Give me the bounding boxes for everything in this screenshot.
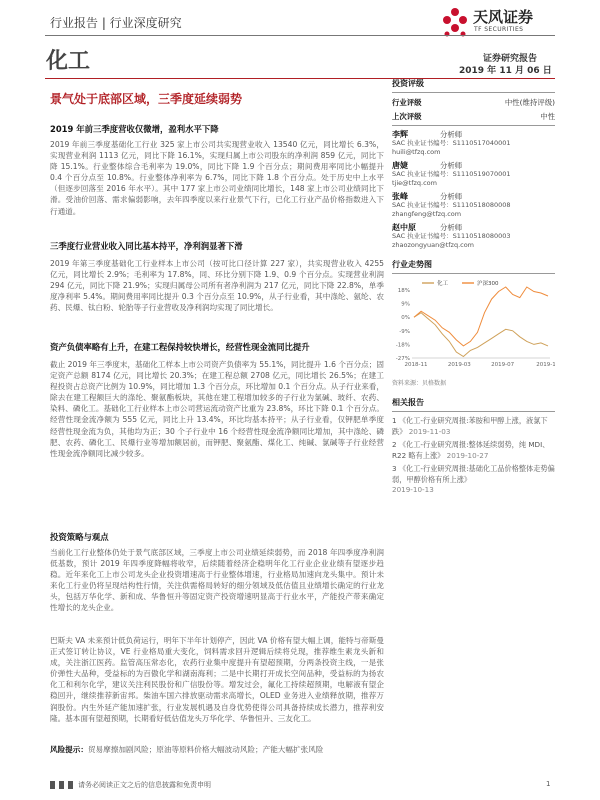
section-heading: 三季度行业营业收入同比基本持平，净利润显著下滑 [50, 241, 243, 251]
headline: 景气处于底部区域，三季度延续弱势 [50, 92, 243, 106]
analyst-license: SAC 执业证书编号：S1110519070001 [392, 170, 511, 178]
related-report-date: 2019-11-03 [408, 426, 451, 436]
footer-disclaimer: 请务必阅读正文之后的信息披露和免责申明 [78, 781, 211, 789]
related-divider [392, 411, 555, 412]
rating-value: 中性(维持评级) [504, 98, 555, 107]
logo-name-en: TF SECURITIES [474, 26, 524, 33]
header-divider [45, 35, 555, 36]
analyst-email[interactable]: zhangfeng@tfzq.com [392, 210, 462, 218]
legend-label: 化工 [437, 281, 449, 287]
analyst-license: SAC 执业证书编号：S1110517040001 [392, 139, 511, 147]
analyst-license: SAC 执业证书编号：S1110518080003 [392, 232, 511, 240]
analyst-card [392, 130, 555, 157]
section-paragraph: 截止 2019 年三季度末，基础化工样本上市公司资产负债率为 55.1%，同比提升 1.6 个百分点；固定资产总额 8174 亿元，同比增长 20.3%；在建工程总额 2708 亿元，同比增长 26.5%；在建工程投资占总资产比例为 10.9%，同比增加 1.3 个百分点，环比增加 0.1 个百分点。从子行业来看，除去在建工程额巨大的涤纶、聚氨酯板块，其他在建工程增加较多的子行业为氯碱、玻纤、农药、染料、磷化工。基础化工行业样本上市公司营运流动资产比重为 23.8%，环比下降 0.1 个百分点。经营性现金流净额为 555 亿元，同比上升 13.4%，环比均基本持平；从子行业看，仅钾肥单季度经营性现金流为负，其他均为正；30 个子行业中 16 个经营性现金流净额同比增加，其中涤纶、磷肥、农药、磷化工、民爆行业等增加额居前，而钾肥、聚氨酯、煤化工、纯碱、氯碱等子行业经营性现金流净额同比减少较多。 [50, 360, 384, 458]
y-tick-label: 18% [397, 288, 410, 294]
section-paragraph: 2019 年第三季度基础化工行业样本上市公司（按可比口径计算 227 家），共实现营业收入 4255 亿元，同比增长 2.9%；毛利率为 17.8%，同、环比分别下降 1.9、0.9 个百分点。实现营业利润 294 亿元，同比下降 21.9%；实现归属母公司所有者净利润为 217 亿元，同比下降 22.8%，单季度净利率 5.4%。期间费用率同比提升 0.3 个百分点至 10.9%，从子行业看，其中涤纶、氨纶、农药、民爆、钛白粉、轮胎等子行业营收及净利润均实现了同比增长。 [50, 259, 384, 313]
risk-notice [50, 744, 384, 755]
report-type: 证券研究报告 [483, 54, 538, 64]
rating-label: 上次评级 [392, 112, 422, 121]
rating-divider [392, 92, 555, 93]
analyst-email[interactable]: huili@tfzq.com [392, 148, 441, 156]
footer-icon [50, 781, 74, 789]
y-tick-label: -9% [399, 328, 410, 335]
analyst-title: 分析师 [440, 130, 463, 139]
rating-label: 行业评级 [392, 98, 422, 107]
x-tick-label: 2019-1 [536, 362, 555, 368]
company-logo [441, 5, 553, 39]
related-report[interactable] [392, 464, 555, 496]
risk-heading: 风险提示： [50, 745, 88, 754]
analyst-title: 分析师 [440, 161, 463, 170]
y-tick-label: -18% [395, 342, 410, 349]
analyst-title: 分析师 [440, 192, 463, 201]
chart-source: 资料来源：贝格数据 [392, 380, 447, 387]
report-title: 化工 [46, 49, 91, 74]
analyst-card [392, 161, 555, 188]
related-title: 相关报告 [392, 398, 424, 407]
analyst-title: 分析师 [440, 223, 463, 232]
x-tick-label: 2019-07 [491, 362, 515, 368]
header-tag: 行业报告 | 行业深度研究 [50, 16, 182, 30]
related-report-title[interactable]: 3 《化工-行业研究周报:基础化工品价格整体走势偏弱，甲醇价格有所上涨》 [392, 464, 555, 484]
related-report[interactable] [392, 440, 555, 461]
y-tick-label: -27% [395, 356, 410, 362]
analyst-name: 赵中原 [392, 223, 416, 232]
analyst-card [392, 192, 555, 219]
section-heading: 2019 年前三季度营收仅微增，盈利水平下降 [50, 124, 219, 134]
related-report-date: 2019-10-27 [446, 450, 489, 460]
page-number: 1 [546, 780, 551, 788]
analyst-email[interactable]: zhaozongyuan@tfzq.com [392, 241, 475, 249]
analyst-email[interactable]: tjie@tfzq.com [392, 179, 437, 187]
industry-trend-chart [392, 278, 555, 370]
rating-title: 投资评级 [392, 79, 424, 88]
section-heading: 资产负债率略有上升，在建工程保持较快增长，经营性现金流同比提升 [50, 342, 310, 352]
rating-value: 中性 [540, 112, 555, 121]
related-report-title[interactable]: 1 《化工-行业研究周报:苯胺和甲醇上涨，液氯下跌》 [392, 416, 548, 436]
related-report-date: 2019-10-13 [392, 485, 434, 494]
y-tick-label: 0% [401, 315, 410, 322]
analyst-divider [392, 125, 555, 126]
chart-divider [392, 273, 555, 274]
series-line-hs300 [414, 287, 548, 346]
logo-name: 天风证券 [473, 8, 534, 26]
section-paragraph: 巴斯夫 VA 未来预计低负荷运行，明年下半年计划停产，因此 VA 价格有望大幅上调，能特与帝斯曼正式签订转让协议，VE 行业格局重大变化，饲料需求回升逻辑后续将兑现，推荐维生素龙头新和成，关注浙江医药。监管高压常态化，农药行业集中度提升有望超预期，分两条投资主线，一是张价弹性大品种，受益标的为百傲化学和湖南海利；二是中长期打开成长空间品种，受益标的为扬农化工和利尔化学，建议关注利民股份和广信股份等。增发过会，氟化工持续超预期，电解液有望企稳回升，继续推荐新宙邦。柴油车国六排放驱动需求高增长，OLED 业务进入业绩释放期，推荐万润股份。内生外延产能加速扩张，行业发展机遇及自身优势使得公司具备持续成长潜力，推荐利安隆。基本面有望超预期，长期看好低估值龙头万华化学、华鲁恒升、三友化工。 [50, 636, 384, 723]
related-report[interactable] [392, 416, 555, 437]
sidebar [392, 78, 555, 496]
chart-title: 行业走势图 [392, 260, 432, 269]
rating-row [392, 97, 555, 108]
related-report-title[interactable]: 2 《化工-行业研究周报:整体延续弱势，纯 MDI、R22 略有上涨》 [392, 440, 550, 460]
x-tick-label: 2019-03 [447, 362, 471, 368]
rating-row [392, 111, 555, 122]
analyst-license: SAC 执业证书编号：S1110518080008 [392, 201, 511, 209]
logo-mark-icon [441, 7, 469, 37]
analyst-card [392, 223, 555, 250]
analyst-name: 唐婕 [392, 161, 408, 170]
section-paragraph: 2019 年前三季度基础化工行业 325 家上市公司共实现营业收入 13540 亿元，同比增长 6.3%，实现营业利润 1113 亿元，同比下降 16.1%，实现归属上市公司股东的净利润 859 亿元，同比下降 15.1%。行业整体综合毛利率为 19.0%，同比下降 1.9 个百分点；期间费用率同比小幅提升 0.4 个百分点至 10.8%。行业整体净利率为 6.7%，同比下降 1.8 个百分点。处于历史中上水平（但逐步回落至 2016 年水平）。其中 177 家上市公司业绩同比增长，148 家上市公司业绩同比下滑。受油价回落、需求偏弱影响，去年四季度以来行业景气下行，已化工行业产品价格指数进入下行通道。 [50, 140, 384, 216]
analyst-name: 李辉 [392, 130, 408, 139]
section-paragraph: 当前化工行业整体仍处于景气底部区域，三季度上市公司业绩延续弱势，而 2018 年四季度净利润低基数，预计 2019 年四季度降幅将收窄，后续随着经济企稳明年化工行业企业业绩有望逐步趋稳。近年来化工上市公司龙头企业投资增速高于行业整体增速，行业格局加速向龙头集中。预计未来化工行业仍将呈现结构性行情，关注供需格局转好的细分领域及低估值且业绩增长确定的行业龙头，包括万华化学、新和成、华鲁恒升等固定资产投资增速明显高于行业水平，产能投产带来确定性增长的龙头企业。 [50, 548, 384, 613]
analyst-name: 张峰 [392, 192, 408, 201]
risk-text: 贸易摩擦加剧风险；原油等原料价格大幅波动风险；产能大幅扩张风险 [87, 745, 324, 754]
legend-label: 沪深300 [477, 281, 499, 287]
report-date: 2019 年 11 月 06 日 [459, 66, 552, 76]
y-tick-label: 9% [401, 301, 410, 308]
x-tick-label: 2018-11 [404, 362, 428, 368]
section-heading: 投资策略与观点 [50, 532, 109, 542]
